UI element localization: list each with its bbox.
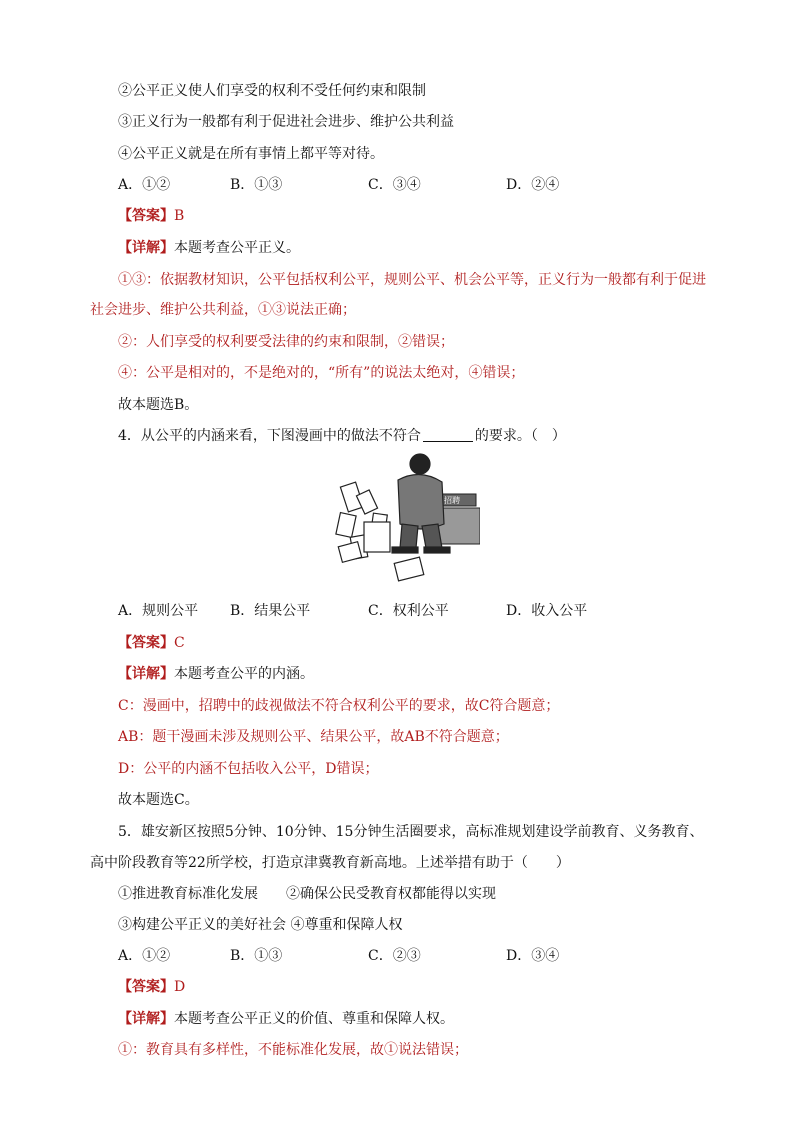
- rejected-resume: [394, 557, 424, 581]
- recruit-sign-text: 招聘: [444, 496, 460, 505]
- q3-answer: B: [174, 208, 185, 224]
- q4-explanation-1: C：漫画中，招聘中的歧视做法不符合权利公平的要求，故C符合题意；: [118, 698, 560, 714]
- q5-stem-2: 高中阶段教育等22所学校，打造京津冀教育新高地。上述举措有助于（ ）: [90, 855, 570, 871]
- trash-bin: [364, 522, 390, 552]
- q4-detail-line: [118, 665, 314, 683]
- q5-option-b: B．①③: [230, 948, 283, 964]
- q4-option-a: A．规则公平: [118, 603, 199, 619]
- q3-detail-line: [118, 239, 300, 257]
- q3-statement-3: ③正义行为一般都有利于促进社会进步、维护公共利益: [118, 114, 454, 130]
- q5-option-a: A．①②: [118, 948, 171, 964]
- q3-answer-line: [118, 207, 184, 225]
- q3-statement-2: ②公平正义使人们享受的权利不受任何约束和限制: [118, 83, 426, 99]
- person-leg-right: [422, 524, 442, 548]
- q3-option-a: A．①②: [118, 177, 171, 193]
- q5-option-d: D．③④: [506, 948, 560, 964]
- q5-stem-1: 5．雄安新区按照5分钟、10分钟、15分钟生活圈要求，高标准规划建设学前教育、义务教育、: [118, 824, 704, 840]
- q3-detail-intro: 本题考查公平正义。: [174, 240, 300, 256]
- q4-explanation-3: D：公平的内涵不包括收入公平，D错误；: [118, 761, 379, 777]
- person-body: [398, 474, 444, 529]
- q3-explanation-2: ②：人们享受的权利要受法律的约束和限制，②错误；: [118, 334, 454, 350]
- discrimination-cartoon: [330, 452, 480, 592]
- q3-option-c: C．③④: [368, 177, 421, 193]
- person-shoe: [392, 547, 418, 553]
- q4-explanation-2: AB：题干漫画未涉及规则公平、结果公平，故AB不符合题意；: [118, 729, 509, 745]
- q5-statements-2: ③构建公平正义的美好社会 ④尊重和保障人权: [118, 917, 403, 933]
- detail-label: 【详解】: [118, 1011, 174, 1027]
- q5-detail-intro: 本题考查公平正义的价值、尊重和保障人权。: [174, 1011, 454, 1027]
- q3-explanation-3: ④：公平是相对的，不是绝对的，“所有”的说法太绝对，④错误；: [118, 365, 525, 381]
- q5-detail-line: [118, 1010, 454, 1028]
- q3-explanation-1a: ①③：依据教材知识，公平包括权利公平，规则公平、机会公平等，正义行为一般都有利于促进: [118, 272, 706, 288]
- q3-option-b: B．①③: [230, 177, 283, 193]
- q4-stem-after: 的要求。（ ）: [474, 428, 566, 444]
- detail-label: 【详解】: [118, 666, 174, 682]
- answer-label: 【答案】: [118, 635, 174, 651]
- q5-option-c: C．②③: [368, 948, 421, 964]
- q5-explanation-1: ①：教育具有多样性，不能标准化发展，故①说法错误；: [118, 1042, 468, 1058]
- q4-stem: [118, 427, 566, 445]
- q4-conclusion: 故本题选C。: [118, 792, 199, 808]
- detail-label: 【详解】: [118, 240, 174, 256]
- person-leg-left: [400, 524, 418, 548]
- q4-option-b: B．结果公平: [230, 603, 311, 619]
- resume-paper: [336, 513, 356, 538]
- q3-conclusion: 故本题选B。: [118, 397, 199, 413]
- q5-answer: D: [174, 979, 186, 995]
- q3-explanation-1b: 社会进步、维护公共利益，①③说法正确；: [90, 302, 356, 318]
- person-shoe: [424, 547, 450, 553]
- q4-stem-before: 4．从公平的内涵来看，下图漫画中的做法不符合: [118, 428, 421, 444]
- person-head: [410, 454, 430, 474]
- q4-answer-blank: [423, 427, 473, 442]
- q4-option-c: C．权利公平: [368, 603, 449, 619]
- q5-statements-1: ①推进教育标准化发展 ②确保公民受教育权都能得以实现: [118, 886, 496, 902]
- q4-answer-line: [118, 634, 185, 652]
- answer-label: 【答案】: [118, 979, 174, 995]
- q4-answer: C: [174, 635, 185, 651]
- resume-paper: [338, 542, 361, 563]
- q3-option-d: D．②④: [506, 177, 560, 193]
- answer-label: 【答案】: [118, 208, 174, 224]
- q5-answer-line: [118, 978, 185, 996]
- q4-option-d: D．收入公平: [506, 603, 588, 619]
- q3-statement-4: ④公平正义就是在所有事情上都平等对待。: [118, 146, 384, 162]
- q4-detail-intro: 本题考查公平的内涵。: [174, 666, 314, 682]
